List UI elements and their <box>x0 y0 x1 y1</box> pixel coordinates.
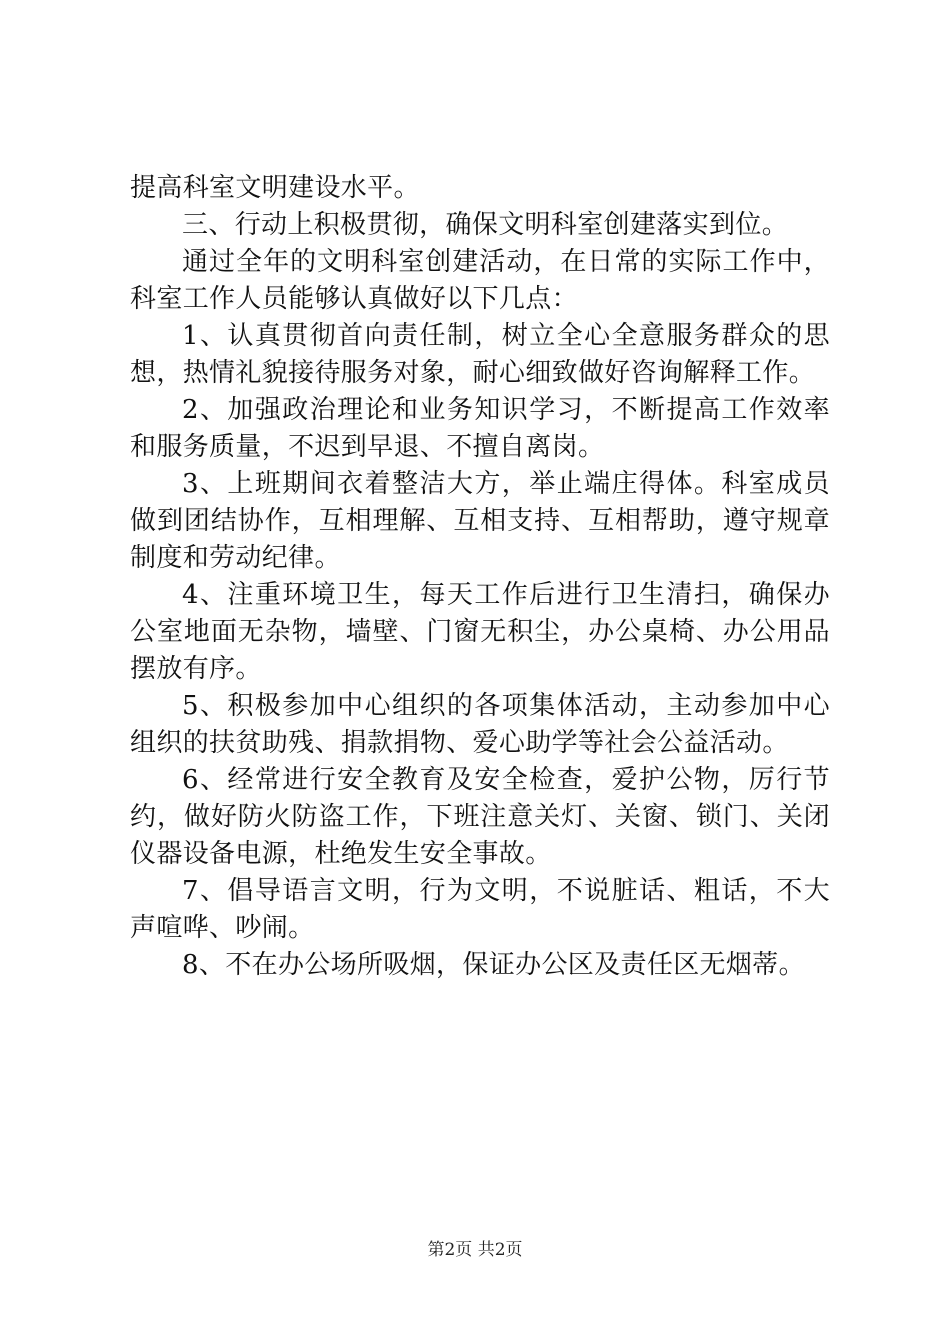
paragraph-9: 6、经常进行安全教育及安全检查，爱护公物，厉行节约，做好防火防盗工作，下班注意关灯、关窗、锁门、关闭仪器设备电源，杜绝发生安全事故。 <box>130 765 830 869</box>
paragraph-6: 3、上班期间衣着整洁大方，举止端庄得体。科室成员做到团结协作，互相理解、互相支持、互相帮助，遵守规章制度和劳动纪律。 <box>130 469 830 573</box>
paragraph-10: 7、倡导语言文明，行为文明，不说脏话、粗话，不大声喧哗、吵闹。 <box>130 876 830 943</box>
paragraph-8: 5、积极参加中心组织的各项集体活动，主动参加中心组织的扶贫助残、捐款捐物、爱心助学等社会公益活动。 <box>130 691 830 758</box>
document-body <box>130 170 830 984</box>
paragraph-4: 1、认真贯彻首向责任制，树立全心全意服务群众的思想，热情礼貌接待服务对象，耐心细致做好咨询解释工作。 <box>130 321 830 388</box>
page-footer <box>0 1238 950 1262</box>
paragraph-11: 8、不在办公场所吸烟，保证办公区及责任区无烟蒂。 <box>182 950 805 980</box>
paragraph-7: 4、注重环境卫生，每天工作后进行卫生清扫，确保办公室地面无杂物，墙壁、门窗无积尘，办公桌椅、办公用品摆放有序。 <box>130 580 830 684</box>
paragraph-1: 提高科室文明建设水平。 <box>130 173 420 203</box>
paragraph-2: 三、行动上积极贯彻，确保文明科室创建落实到位。 <box>182 210 789 240</box>
paragraph-5: 2、加强政治理论和业务知识学习，不断提高工作效率和服务质量，不迟到早退、不擅自离岗。 <box>130 395 830 462</box>
paragraph-3: 通过全年的文明科室创建活动，在日常的实际工作中，科室工作人员能够认真做好以下几点： <box>130 247 830 314</box>
page-number-label: 第2页 共2页 <box>427 1240 523 1260</box>
